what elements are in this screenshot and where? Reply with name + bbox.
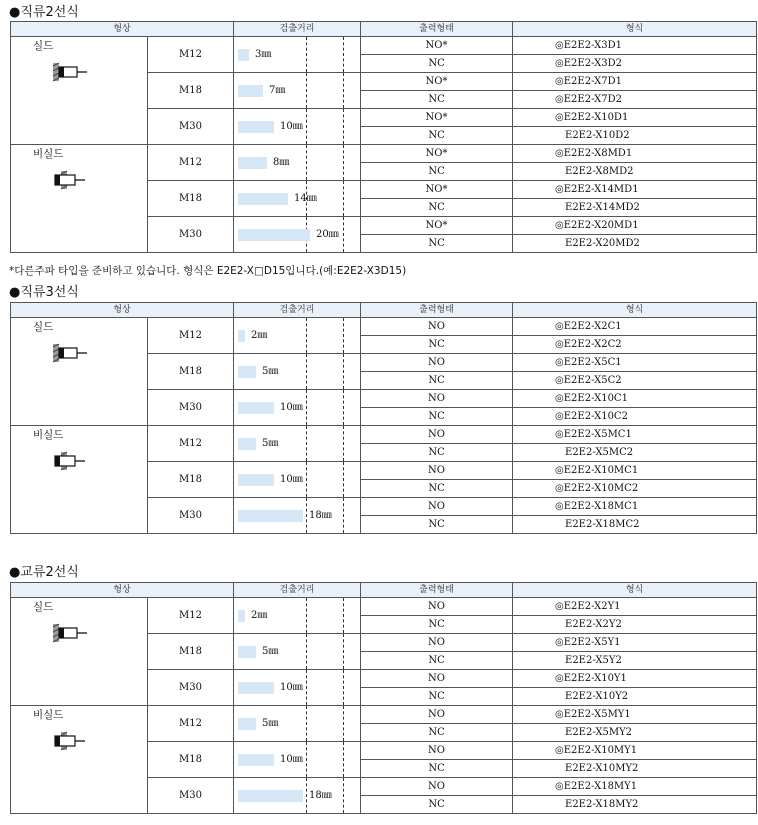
distance-cell xyxy=(234,390,361,426)
distance-label: 5㎜ xyxy=(262,437,279,449)
model-cell: E2E2-X14MD2 xyxy=(513,199,757,217)
shielded-sensor-icon xyxy=(53,61,99,83)
output-cell: NC xyxy=(361,724,513,742)
size-cell: M12 xyxy=(148,37,234,73)
section-title: ●교류2선식 xyxy=(9,565,79,580)
distance-cell xyxy=(234,145,361,181)
output-cell: NO* xyxy=(361,145,513,163)
output-cell: NC xyxy=(361,444,513,462)
output-cell: NC xyxy=(361,796,513,814)
distance-cell xyxy=(234,598,361,634)
distance-bar xyxy=(238,718,256,730)
scale-line xyxy=(306,318,307,353)
distance-bar xyxy=(238,121,274,133)
scale-line xyxy=(306,354,307,389)
scale-line xyxy=(306,462,307,497)
scale-line xyxy=(306,37,307,72)
size-cell: M12 xyxy=(148,706,234,742)
distance-label: 7㎜ xyxy=(269,84,286,96)
model-cell: ◎E2E2-X5C2 xyxy=(513,372,757,390)
output-cell: NC xyxy=(361,688,513,706)
unshielded-sensor-icon xyxy=(53,450,99,472)
scale-line xyxy=(306,145,307,180)
output-cell: NO xyxy=(361,498,513,516)
output-cell: NO xyxy=(361,318,513,336)
header-output: 출력형태 xyxy=(361,303,513,318)
size-cell: M30 xyxy=(148,217,234,253)
scale-line xyxy=(306,706,307,741)
distance-bar xyxy=(238,610,245,622)
distance-bar xyxy=(238,510,303,522)
distance-label: 5㎜ xyxy=(262,365,279,377)
model-cell: E2E2-X10D2 xyxy=(513,127,757,145)
size-cell: M30 xyxy=(148,498,234,534)
output-cell: NO* xyxy=(361,73,513,91)
distance-cell xyxy=(234,318,361,354)
distance-bar xyxy=(238,366,256,378)
header-distance: 검출거리 xyxy=(234,22,361,37)
size-cell: M18 xyxy=(148,73,234,109)
scale-line xyxy=(343,670,344,705)
model-cell: ◎E2E2-X10MC2 xyxy=(513,480,757,498)
model-cell: E2E2-X5MY2 xyxy=(513,724,757,742)
model-cell: E2E2-X5MC2 xyxy=(513,444,757,462)
distance-bar xyxy=(238,682,274,694)
model-cell: ◎E2E2-X10MC1 xyxy=(513,462,757,480)
shape-label: 실드 xyxy=(33,40,54,52)
table-row xyxy=(11,145,757,163)
scale-line xyxy=(343,181,344,216)
scale-line xyxy=(343,706,344,741)
scale-line xyxy=(343,73,344,108)
distance-label: 10㎜ xyxy=(280,120,303,132)
scale-line xyxy=(306,73,307,108)
distance-cell xyxy=(234,462,361,498)
distance-cell xyxy=(234,778,361,814)
size-cell: M18 xyxy=(148,634,234,670)
scale-line xyxy=(343,634,344,669)
model-cell: ◎E2E2-X5Y1 xyxy=(513,634,757,652)
scale-line xyxy=(343,426,344,461)
output-cell: NC xyxy=(361,55,513,73)
scale-line xyxy=(306,498,307,533)
header-shape: 형상 xyxy=(11,303,234,318)
distance-cell xyxy=(234,181,361,217)
table-row xyxy=(11,598,757,616)
scale-line xyxy=(343,742,344,777)
size-cell: M30 xyxy=(148,109,234,145)
distance-cell xyxy=(234,37,361,73)
unshielded-sensor-icon xyxy=(53,730,99,752)
size-cell: M30 xyxy=(148,390,234,426)
model-cell: ◎E2E2-X10C2 xyxy=(513,408,757,426)
model-cell: ◎E2E2-X20MD1 xyxy=(513,217,757,235)
shape-label: 실드 xyxy=(33,601,54,613)
table-row xyxy=(11,426,757,444)
output-cell: NO* xyxy=(361,217,513,235)
size-cell: M12 xyxy=(148,145,234,181)
scale-line xyxy=(306,778,307,813)
shielded-sensor-icon xyxy=(53,622,99,644)
model-cell: E2E2-X5Y2 xyxy=(513,652,757,670)
model-cell: ◎E2E2-X18MC1 xyxy=(513,498,757,516)
distance-label: 10㎜ xyxy=(280,401,303,413)
scale-line xyxy=(343,217,344,252)
table-header-row xyxy=(11,22,757,37)
model-cell: ◎E2E2-X2C2 xyxy=(513,336,757,354)
header-model: 형식 xyxy=(513,22,757,37)
model-cell: ◎E2E2-X10D1 xyxy=(513,109,757,127)
size-cell: M30 xyxy=(148,670,234,706)
output-cell: NO xyxy=(361,778,513,796)
scale-line xyxy=(343,462,344,497)
distance-label: 10㎜ xyxy=(280,473,303,485)
output-cell: NC xyxy=(361,91,513,109)
output-cell: NC xyxy=(361,199,513,217)
output-cell: NO xyxy=(361,598,513,616)
header-output: 출력형태 xyxy=(361,22,513,37)
output-cell: NO xyxy=(361,742,513,760)
header-distance: 검출거리 xyxy=(234,583,361,598)
table-row xyxy=(11,37,757,55)
output-cell: NO xyxy=(361,706,513,724)
model-cell: E2E2-X18MC2 xyxy=(513,516,757,534)
size-cell: M18 xyxy=(148,181,234,217)
distance-label: 20㎜ xyxy=(316,228,339,240)
model-cell: E2E2-X10MY2 xyxy=(513,760,757,778)
distance-bar xyxy=(238,85,263,97)
spec-table xyxy=(10,582,757,814)
output-cell: NC xyxy=(361,127,513,145)
table-header-row xyxy=(11,583,757,598)
scale-line xyxy=(343,354,344,389)
size-cell: M18 xyxy=(148,742,234,778)
model-cell: ◎E2E2-X10C1 xyxy=(513,390,757,408)
size-cell: M12 xyxy=(148,598,234,634)
output-cell: NC xyxy=(361,336,513,354)
output-cell: NO xyxy=(361,462,513,480)
size-cell: M12 xyxy=(148,318,234,354)
distance-bar xyxy=(238,229,310,241)
scale-line xyxy=(343,390,344,425)
distance-cell xyxy=(234,706,361,742)
distance-bar xyxy=(238,193,288,205)
model-cell: ◎E2E2-X3D2 xyxy=(513,55,757,73)
distance-bar xyxy=(238,49,249,61)
output-cell: NC xyxy=(361,652,513,670)
scale-line xyxy=(306,426,307,461)
output-cell: NO xyxy=(361,354,513,372)
output-cell: NO xyxy=(361,670,513,688)
output-cell: NC xyxy=(361,408,513,426)
model-cell: ◎E2E2-X3D1 xyxy=(513,37,757,55)
table-row xyxy=(11,706,757,724)
shape-cell xyxy=(11,145,148,253)
section-title: ●직류3선식 xyxy=(9,285,79,300)
model-cell: ◎E2E2-X8MD1 xyxy=(513,145,757,163)
shape-cell xyxy=(11,706,148,814)
table-row xyxy=(11,318,757,336)
scale-line xyxy=(306,634,307,669)
distance-cell xyxy=(234,742,361,778)
distance-bar xyxy=(238,402,274,414)
distance-label: 18㎜ xyxy=(309,789,332,801)
distance-bar xyxy=(238,438,256,450)
scale-line xyxy=(343,778,344,813)
spec-table xyxy=(10,302,757,534)
output-cell: NO xyxy=(361,634,513,652)
model-cell: ◎E2E2-X18MY1 xyxy=(513,778,757,796)
model-cell: E2E2-X2Y2 xyxy=(513,616,757,634)
size-cell: M30 xyxy=(148,778,234,814)
header-shape: 형상 xyxy=(11,583,234,598)
distance-bar xyxy=(238,754,274,766)
section-title: ●직류2선식 xyxy=(9,5,79,20)
distance-label: 10㎜ xyxy=(280,753,303,765)
shape-label: 실드 xyxy=(33,321,54,333)
distance-bar xyxy=(238,157,267,169)
output-cell: NC xyxy=(361,616,513,634)
scale-line xyxy=(343,498,344,533)
distance-cell xyxy=(234,670,361,706)
distance-label: 14㎜ xyxy=(294,192,317,204)
model-cell: ◎E2E2-X10Y1 xyxy=(513,670,757,688)
model-cell: ◎E2E2-X7D1 xyxy=(513,73,757,91)
model-cell: ◎E2E2-X10MY1 xyxy=(513,742,757,760)
size-cell: M12 xyxy=(148,426,234,462)
distance-cell xyxy=(234,109,361,145)
header-model: 형식 xyxy=(513,303,757,318)
output-cell: NC xyxy=(361,516,513,534)
header-model: 형식 xyxy=(513,583,757,598)
scale-line xyxy=(306,670,307,705)
spec-table xyxy=(10,21,757,253)
header-shape: 형상 xyxy=(11,22,234,37)
shape-cell xyxy=(11,598,148,706)
shape-label: 비실드 xyxy=(33,148,64,160)
scale-line xyxy=(343,318,344,353)
model-cell: ◎E2E2-X5MY1 xyxy=(513,706,757,724)
output-cell: NC xyxy=(361,480,513,498)
output-cell: NO xyxy=(361,426,513,444)
header-output: 출력형태 xyxy=(361,583,513,598)
output-cell: NO* xyxy=(361,109,513,127)
distance-label: 5㎜ xyxy=(262,717,279,729)
model-cell: E2E2-X8MD2 xyxy=(513,163,757,181)
shape-label: 비실드 xyxy=(33,429,64,441)
distance-label: 5㎜ xyxy=(262,645,279,657)
scale-line xyxy=(343,598,344,633)
model-cell: ◎E2E2-X7D2 xyxy=(513,91,757,109)
output-cell: NO* xyxy=(361,37,513,55)
scale-line xyxy=(306,598,307,633)
distance-bar xyxy=(238,474,274,486)
distance-bar xyxy=(238,646,256,658)
output-cell: NC xyxy=(361,372,513,390)
output-cell: NC xyxy=(361,760,513,778)
model-cell: ◎E2E2-X2Y1 xyxy=(513,598,757,616)
distance-label: 18㎜ xyxy=(309,509,332,521)
model-cell: ◎E2E2-X2C1 xyxy=(513,318,757,336)
shielded-sensor-icon xyxy=(53,342,99,364)
distance-cell xyxy=(234,426,361,462)
distance-bar xyxy=(238,790,303,802)
scale-line xyxy=(343,109,344,144)
model-cell: E2E2-X20MD2 xyxy=(513,235,757,253)
table-header-row xyxy=(11,303,757,318)
model-cell: ◎E2E2-X5MC1 xyxy=(513,426,757,444)
output-cell: NO xyxy=(361,390,513,408)
model-cell: E2E2-X10Y2 xyxy=(513,688,757,706)
distance-label: 2㎜ xyxy=(251,329,268,341)
distance-label: 3㎜ xyxy=(255,48,272,60)
model-cell: ◎E2E2-X14MD1 xyxy=(513,181,757,199)
header-distance: 검출거리 xyxy=(234,303,361,318)
distance-bar xyxy=(238,330,245,342)
distance-label: 8㎜ xyxy=(273,156,290,168)
scale-line xyxy=(306,109,307,144)
shape-cell xyxy=(11,426,148,534)
output-cell: NO* xyxy=(361,181,513,199)
output-cell: NC xyxy=(361,235,513,253)
unshielded-sensor-icon xyxy=(53,169,99,191)
distance-cell xyxy=(234,634,361,670)
distance-cell xyxy=(234,73,361,109)
distance-cell xyxy=(234,217,361,253)
size-cell: M18 xyxy=(148,462,234,498)
shape-cell xyxy=(11,318,148,426)
footnote: *다른주파 타입을 준비하고 있습니다. 형식은 E2E2-X□D15입니다.(예:E2E2-X3D15) xyxy=(9,265,407,277)
shape-label: 비실드 xyxy=(33,709,64,721)
distance-cell xyxy=(234,354,361,390)
distance-label: 10㎜ xyxy=(280,681,303,693)
output-cell: NC xyxy=(361,163,513,181)
model-cell: ◎E2E2-X5C1 xyxy=(513,354,757,372)
scale-line xyxy=(343,37,344,72)
scale-line xyxy=(343,145,344,180)
scale-line xyxy=(306,742,307,777)
distance-cell xyxy=(234,498,361,534)
scale-line xyxy=(306,390,307,425)
size-cell: M18 xyxy=(148,354,234,390)
shape-cell xyxy=(11,37,148,145)
model-cell: E2E2-X18MY2 xyxy=(513,796,757,814)
distance-label: 2㎜ xyxy=(251,609,268,621)
